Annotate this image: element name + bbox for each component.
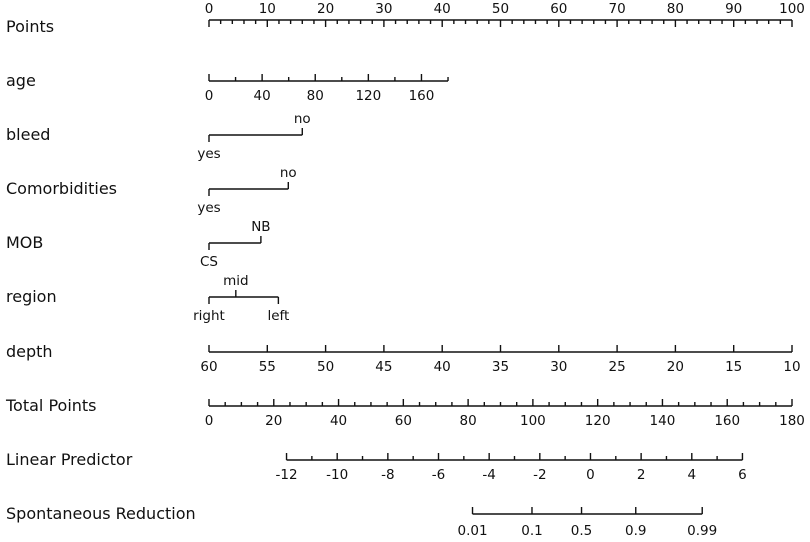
level-label-bleed-yes: yes xyxy=(197,146,221,162)
tick-label-depth: 60 xyxy=(200,359,218,375)
tick-label-spontaneous-reduction: 0.9 xyxy=(625,523,647,539)
tick-label-depth: 40 xyxy=(433,359,451,375)
tick-label-spontaneous-reduction: 0.99 xyxy=(687,523,718,539)
row-label-mob: MOB xyxy=(6,233,44,252)
tick-label-age: 160 xyxy=(408,88,435,104)
tick-label-total-points: 60 xyxy=(394,413,412,429)
row-label-comorbidities: Comorbidities xyxy=(6,179,118,198)
tick-label-total-points: 80 xyxy=(459,413,477,429)
tick-label-depth: 45 xyxy=(375,359,393,375)
row-label-age: age xyxy=(6,71,36,90)
tick-label-points: 20 xyxy=(317,1,335,17)
tick-label-total-points: 160 xyxy=(714,413,741,429)
tick-label-linear-predictor: -8 xyxy=(381,467,395,483)
tick-label-spontaneous-reduction: 0.1 xyxy=(521,523,543,539)
row-label-points: Points xyxy=(6,17,55,36)
tick-label-points: 60 xyxy=(550,1,568,17)
row-label-spontaneous-reduction: Spontaneous Reduction xyxy=(6,504,196,523)
tick-label-linear-predictor: -12 xyxy=(275,467,298,483)
tick-label-linear-predictor: -10 xyxy=(326,467,349,483)
tick-label-total-points: 100 xyxy=(519,413,546,429)
level-label-region-left: left xyxy=(267,308,290,324)
row-label-total-points: Total Points xyxy=(6,396,97,415)
tick-label-points: 100 xyxy=(779,1,805,17)
level-label-bleed-no: no xyxy=(293,111,311,127)
tick-label-linear-predictor: -2 xyxy=(533,467,547,483)
tick-label-total-points: 140 xyxy=(649,413,676,429)
tick-label-spontaneous-reduction: 0.01 xyxy=(457,523,488,539)
tick-label-linear-predictor: 0 xyxy=(586,467,595,483)
tick-label-age: 80 xyxy=(306,88,324,104)
tick-label-total-points: 180 xyxy=(779,413,805,429)
tick-label-points: 40 xyxy=(433,1,451,17)
tick-label-points: 70 xyxy=(608,1,626,17)
level-label-mob-cs: CS xyxy=(200,254,218,270)
level-label-comorbidities-no: no xyxy=(279,165,297,181)
tick-label-linear-predictor: -4 xyxy=(482,467,496,483)
tick-label-points: 10 xyxy=(258,1,276,17)
level-label-region-right: right xyxy=(193,308,225,324)
row-label-region: region xyxy=(6,287,57,306)
row-label-depth: depth xyxy=(6,342,53,361)
tick-label-linear-predictor: 4 xyxy=(687,467,697,483)
tick-label-total-points: 40 xyxy=(329,413,348,429)
tick-label-points: 30 xyxy=(375,1,393,17)
tick-label-depth: 50 xyxy=(317,359,335,375)
tick-label-depth: 20 xyxy=(666,359,684,375)
level-label-region-mid: mid xyxy=(223,273,249,289)
row-label-linear-predictor: Linear Predictor xyxy=(6,450,133,469)
tick-label-depth: 55 xyxy=(258,359,276,375)
tick-label-linear-predictor: 6 xyxy=(738,467,747,483)
tick-label-age: 0 xyxy=(204,88,214,104)
tick-label-linear-predictor: -6 xyxy=(431,467,446,483)
level-label-mob-nb: NB xyxy=(251,219,271,235)
tick-label-points: 80 xyxy=(666,1,684,17)
tick-label-linear-predictor: 2 xyxy=(636,467,646,483)
tick-label-depth: 25 xyxy=(608,359,626,375)
tick-label-total-points: 20 xyxy=(265,413,283,429)
tick-label-age: 40 xyxy=(253,88,271,104)
tick-label-total-points: 0 xyxy=(204,413,214,429)
tick-label-spontaneous-reduction: 0.5 xyxy=(570,523,593,539)
level-label-comorbidities-yes: yes xyxy=(197,200,221,216)
tick-label-depth: 30 xyxy=(550,359,568,375)
tick-label-depth: 10 xyxy=(783,359,801,375)
tick-label-depth: 15 xyxy=(725,359,743,375)
tick-label-depth: 35 xyxy=(491,359,510,375)
tick-label-points: 0 xyxy=(204,1,214,17)
tick-label-points: 50 xyxy=(491,1,510,17)
tick-label-total-points: 120 xyxy=(584,413,611,429)
tick-label-points: 90 xyxy=(725,1,743,17)
row-label-bleed: bleed xyxy=(6,125,51,144)
tick-label-age: 120 xyxy=(355,88,382,104)
